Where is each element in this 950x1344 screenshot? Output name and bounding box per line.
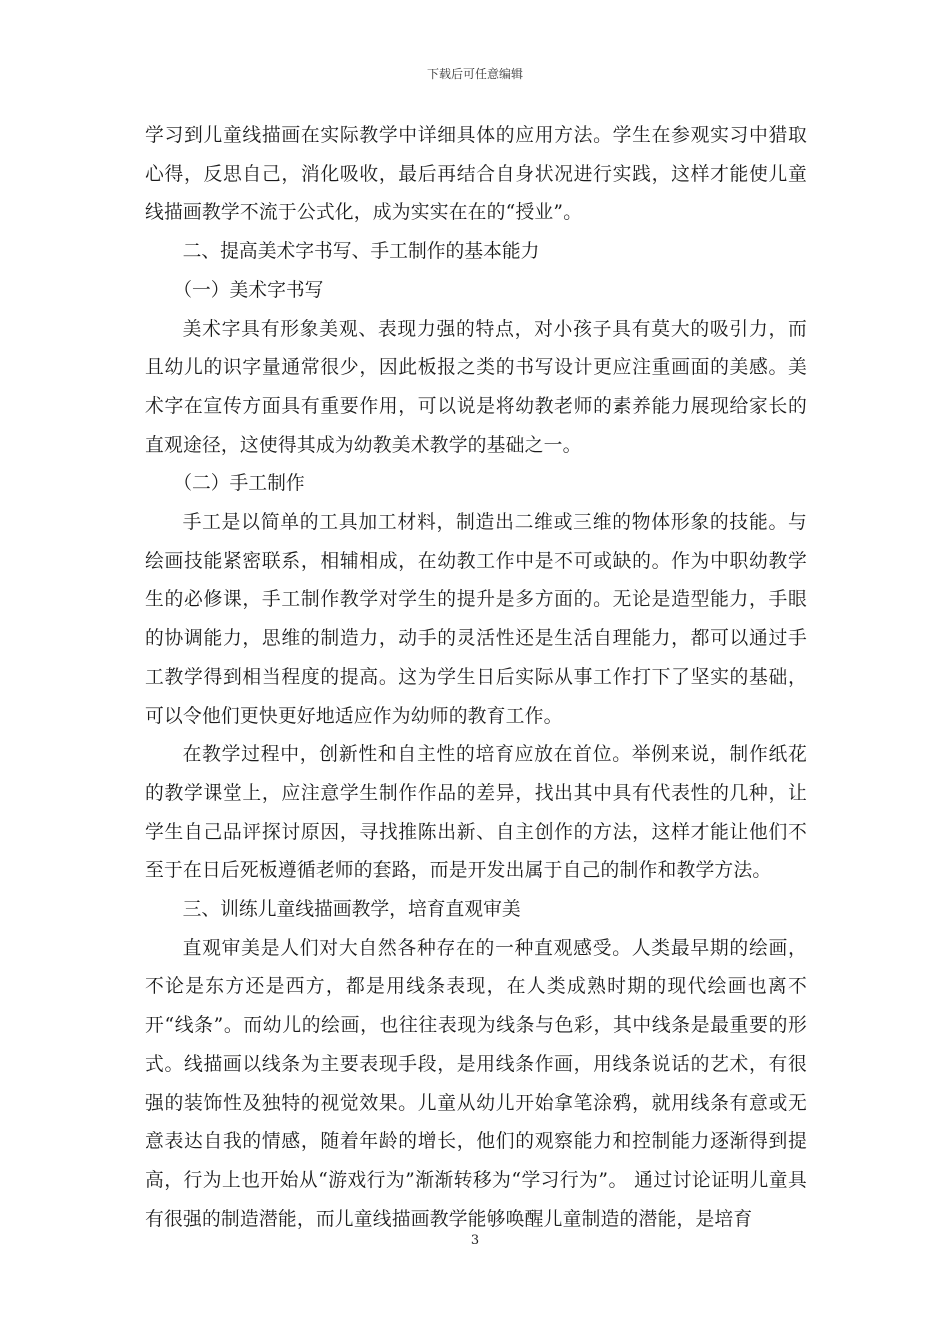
- subsection-heading-calligraphy: （一）美术字书写: [173, 279, 324, 301]
- document-body: [145, 117, 807, 1239]
- section-heading-3: 三、训练儿童线描画教学，培育直观审美: [182, 899, 521, 921]
- paragraph-continued: 学习到儿童线描画在实际教学中详细具体的应用方法。学生在参观实习中猎取心得，反思自己，消化吸收，最后再结合自身状况进行实践，这样才能使儿童线描画教学不流于公式化，成为实实在在的“授业”。: [145, 125, 807, 224]
- section-heading-2: 二、提高美术字书写、手工制作的基本能力: [182, 241, 540, 263]
- subsection-heading-handcraft: （二）手工制作: [173, 473, 305, 495]
- paragraph-handcraft: 手工是以简单的工具加工材料，制造出二维或三维的物体形象的技能。与绘画技能紧密联系，相辅相成，在幼教工作中是不可或缺的。作为中职幼教学生的必修课，手工制作教学对学生的提升是多方面的。无论是造型能力，手眼的协调能力，思维的制造力，动手的灵活性还是生活自理能力，都可以通过手工教学得到相当程度的提高。这为学生日后实际从事工作打下了坚实的基础，可以令他们更快更好地适应作为幼师的教育工作。: [145, 512, 807, 727]
- paragraph-teaching-process: 在教学过程中，创新性和自主性的培育应放在首位。举例来说，制作纸花的教学课堂上，应注意学生制作作品的差异，找出其中具有代表性的几种，让学生自己品评探讨原因，寻找推陈出新、自主创作的方法，这样才能让他们不至于在日后死板遵循老师的套路，而是开发出属于自己的制作和教学方法。: [145, 744, 807, 882]
- page-number: 3: [470, 1233, 480, 1248]
- paragraph-line-drawing: 直观审美是人们对大自然各种存在的一种直观感受。人类最早期的绘画，不论是东方还是西方，都是用线条表现，在人类成熟时期的现代绘画也离不开“线条”。而幼儿的绘画，也往往表现为线条与色彩，其中线条是最重要的形式。线描画以线条为主要表现手段，是用线条作画，用线条说话的艺术，有很强的装饰性及独特的视觉效果。儿童从幼儿开始拿笔涂鸦，就用线条有意或无意表达自我的情感，随着年龄的增长，他们的观察能力和控制能力逐渐得到提高，行为上也开始从“游戏行为”渐渐转移为“学习行为”。 通过讨论证明儿童具有很强的制造潜能，而儿童线描画教学能够唤醒儿童制造的潜能，是培育: [145, 937, 807, 1230]
- paragraph-calligraphy: 美术字具有形象美观、表现力强的特点，对小孩子具有莫大的吸引力，而且幼儿的识字量通常很少，因此板报之类的书写设计更应注重画面的美感。美术字在宣传方面具有重要作用，可以说是将幼教老师的素养能力展现给家长的直观途径，这使得其成为幼教美术教学的基础之一。: [145, 318, 807, 456]
- page-header: 下载后可任意编辑: [426, 67, 523, 81]
